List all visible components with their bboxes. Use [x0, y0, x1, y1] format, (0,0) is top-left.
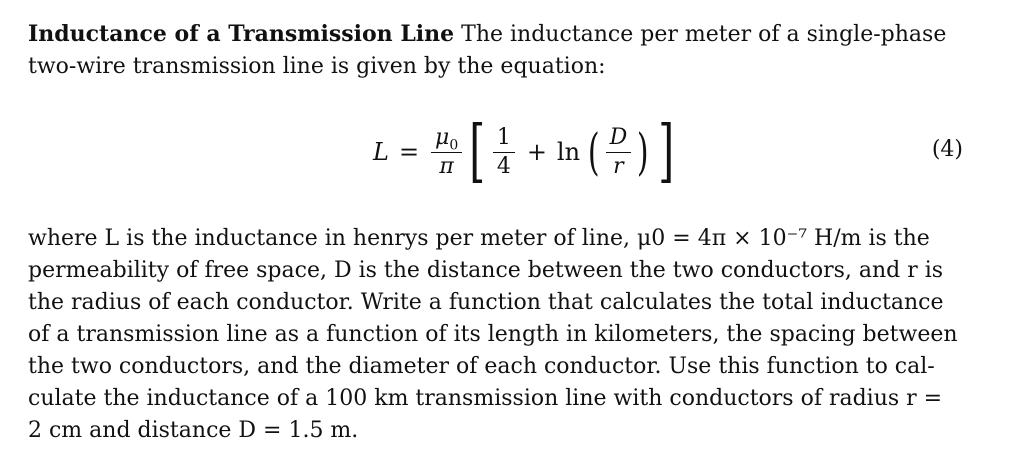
problem-text [28, 18, 973, 447]
body-line: of a transmission line as a function of its length in kilometers, the spacing between [28, 322, 958, 347]
equation-number: (4) [931, 137, 963, 162]
inductance-equation [28, 97, 973, 217]
mu-numerator: $\mu_0$ [431, 126, 462, 153]
problem-heading: Inductance of a Transmission Line [28, 21, 455, 47]
equals-sign: = [398, 138, 420, 166]
intro-line-1: The inductance per meter of a single-phase [454, 22, 947, 47]
body-line: the two conductors, and the diameter of each conductor. Use this function to cal- [28, 354, 935, 379]
intro-paragraph [28, 18, 973, 83]
plus-sign: + [526, 138, 547, 166]
body-line: permeability of free space, D is the distance between the two conductors, and r is [28, 258, 944, 283]
close-paren: ) [637, 123, 649, 181]
equation-body [373, 97, 679, 207]
intro-line-2: two-wire transmission line is given by the equation: [28, 54, 606, 79]
mu-over-pi-fraction [431, 126, 462, 179]
body-line: 2 cm and distance D = 1.5 m. [28, 418, 359, 443]
close-bracket: ] [658, 112, 674, 191]
quarter-denominator: 4 [496, 153, 511, 179]
d-over-r-fraction [606, 126, 632, 179]
body-line: the radius of each conductor. Write a function that calculates the total inductance [28, 290, 944, 315]
d-numerator: D [606, 126, 632, 153]
equation-lhs: L [373, 138, 389, 166]
body-line: where L is the inductance in henrys per meter of line, μ0 = 4π × 10⁻⁷ H/m is the [28, 226, 930, 251]
r-denominator: r [613, 153, 624, 179]
open-paren: ( [587, 123, 600, 181]
one-quarter-fraction [493, 126, 515, 179]
ln-operator: ln [556, 138, 581, 166]
body-line: culate the inductance of a 100 km transmission line with conductors of radius r = [28, 386, 943, 411]
quarter-numerator: 1 [493, 126, 515, 153]
pi-denominator: π [439, 153, 454, 179]
open-bracket: [ [469, 112, 486, 191]
body-paragraph [28, 223, 973, 447]
